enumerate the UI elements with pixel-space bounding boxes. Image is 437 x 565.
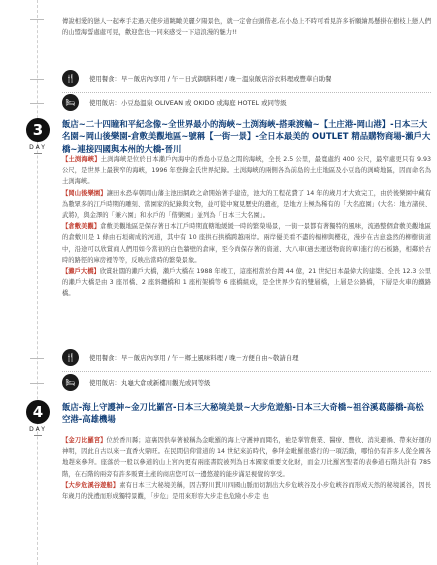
timeline-rail xyxy=(37,0,38,565)
day4-label: DAY xyxy=(29,426,47,433)
day4-label-underline xyxy=(34,435,42,436)
day4-tag-1: 【金刀比羅宮】 xyxy=(62,437,107,444)
hotel-text: 使用飯店：小豆島溫泉 OLIVEAN 或 OKIDO 或海庭 HOTEL 或同等級 xyxy=(89,99,287,107)
meal-icon: 🍴 xyxy=(62,349,79,366)
day4-badge xyxy=(20,400,56,436)
day3-label: DAY xyxy=(29,144,47,151)
day3-label-underline xyxy=(34,153,42,154)
divider xyxy=(62,371,431,372)
day2-meal-row xyxy=(62,70,431,87)
day3-tag-3: 【倉敷美觀】 xyxy=(62,223,101,231)
day3-badge xyxy=(20,118,56,154)
intro-paragraph-block xyxy=(62,16,431,46)
timeline-tick xyxy=(30,358,44,359)
intro-paragraph: 傳說相愛的戀人一起牽手走過天使步道眺瞰美麗夕陽景色，就一定會白頭偕老,在小島上不時可看見許多祈願繪馬懸掛在樹枝上戀人們的山盟海誓處處可見，歡迎您也一同來感受一下這浪漫的魅力!! xyxy=(62,18,431,37)
day3-paragraph-1: 【土渕海峽】土渕海峽是位於日本瀨戶內海中的香島小豆島之間的海峽，全長 2.5 公里，最寬處約 400 公尺，最窄處更只有 9.93 公尺，是世界上最狹窄的海峽，1996 年登錄金氏世界紀錄。土渕海峽的兩側各為前島的土庄地區及小豆島的渕崎地區，因而命名為土渕海峽。 xyxy=(62,156,431,186)
day3-paragraph-4: 【瀨戶大橋】欣賞壯闊的瀨戶大橋，瀨戶大橋在 1988 年竣工，這座相當於台灣 44 億，21 世紀日本最偉大的建築、全長 12.3 公里的瀨戶大橋是由 3 座吊橋、2 座斜纜橋和 1 座桁架橋等 6 座橋組成，是全世界少有的雙層橋，上層是公路橋，下層是火車的鐵路橋。 xyxy=(62,268,431,298)
day3-number: 3 xyxy=(26,118,50,142)
day3-tag-4: 【瀨戶大橋】 xyxy=(62,268,100,276)
day3-title-block xyxy=(62,118,431,156)
divider xyxy=(62,92,431,93)
day4-title-block xyxy=(62,401,431,427)
day2-hotel-row xyxy=(62,94,431,111)
day4-paragraph-2: 【大步危溪谷遊船】素有日本三大秘境美稱，因吉野川貫川四國山脈而切割出大步危峽谷及小步危峽谷而形成天然的秘境溪谷，因長年歲月的洗禮而形成獨特景觀，「步危」是用來形容大步走也危險小步走 也 xyxy=(62,481,431,501)
day4-paragraph-1: 【金刀比羅宮】位於香川縣；這裏因供奉著被稱為金毗羅的海上守護神而聞名，祂是掌管農業、醫療、豐收、消災避禍、帶來好運的神明，因此自古以來一直香火鼎旺。在民間信仰當道的 14 世紀來訪時代，參拜金毗羅很盛行的一項活動，哪怕仍有許多人從全國各地趕來參拜。座落於一般以參道的山上宮內更有兩座書院被列為日本國家重要文化財，而金刀比羅宮聖者的表參道石階共計有 785 階，在石階的兩旁有許多販賣土產的商店您可以一邊悠遊的能步滿足視覺的享受。 xyxy=(62,437,431,478)
day4-tag-2: 【大步危溪谷遊船】 xyxy=(62,481,120,489)
timeline-tick xyxy=(30,19,44,20)
day3-body xyxy=(62,154,431,315)
hotel-text: 使用飯店：丸龜大倉或新樓川觀光或同等級 xyxy=(89,379,211,387)
timeline-tick xyxy=(30,79,44,80)
timeline-tick xyxy=(30,383,44,384)
day3-tag-1: 【土渕海峽】 xyxy=(62,156,101,163)
timeline-tick xyxy=(30,103,44,104)
day3-meal-row xyxy=(62,349,431,366)
hotel-bed-icon: 🛏 xyxy=(62,94,79,111)
day3-title: 飯店~二十四瞳和平紀念像~全世界最小的海峽~土渕海峽-搭乘渡輪~【土庄港-岡山港】-日本三大名園~岡山後樂園-倉敷美觀地區~號稱【一街一景】-全日本最美的 OUTLET 精品購物商場-瀨戶大橋~連接四國與本州的大橋-晉川 xyxy=(62,119,431,154)
meal-icon: 🍴 xyxy=(62,70,79,87)
day4-number: 4 xyxy=(26,400,50,424)
meal-text: 使用餐食：早－飯店內享用 / 午－鄉土風味料理 / 晚－方便自由~敬請自理 xyxy=(89,354,299,362)
meal-text: 使用餐食：早－飯店內享用 / 午－日式御膳料理 / 晚－溫泉飯店浴衣料理或豐華自助餐 xyxy=(89,75,332,83)
day3-paragraph-2: 【岡山後樂園】讓田永恐奉朝岡山藩主池田網政之命開始著手建造，池大的工程花費了 14 年的歲月才大致完工，由於後樂園中藏有為數眾多的江戶時期的雕刻、當園家的紀錄與文物，並可從中窺見歷史的遺產，是地方上極為稀有的「大名庭園」(大名：地方諸侯、武將)，與金澤的「兼六園」和水戶的「偕樂園」並列為「日本三大名園」。 xyxy=(62,189,431,220)
day3-paragraph-3: 【倉敷美觀】倉敷美觀地區是保存著日本江戶時期直轄地緩緩一時的繁榮場景，一街一景都有著獨特的風味，流過整個倉敷美觀地區的倉敷川是 1 條由石垣砌成的河道，其中有 10 座拱石拱橋跨越兩岸。兩岸優美看不盡的楊柳與櫻花，漫步在古意盎然的柳樹街道中，沿途可以欣賞商人們用如今當初的白色牆壁的倉庫，至今尚保存著的資道、大八車(過去運送物資的車)進行的石板路，相鄰於古時的路徑的庫房裡等等，反映出當時的繁榮景象。 xyxy=(62,223,431,264)
day4-title: 飯店-海上守護神~金刀比羅宮-日本三大秘境美景~大步危遊船-日本三大奇橋~祖谷溪葛藤橋-高松空港-高雄機場 xyxy=(62,402,424,425)
day3-tag-2: 【岡山後樂園】 xyxy=(62,189,107,197)
day3-hotel-row xyxy=(62,374,431,391)
day4-body xyxy=(62,435,431,561)
hotel-bed-icon: 🛏 xyxy=(62,374,79,391)
